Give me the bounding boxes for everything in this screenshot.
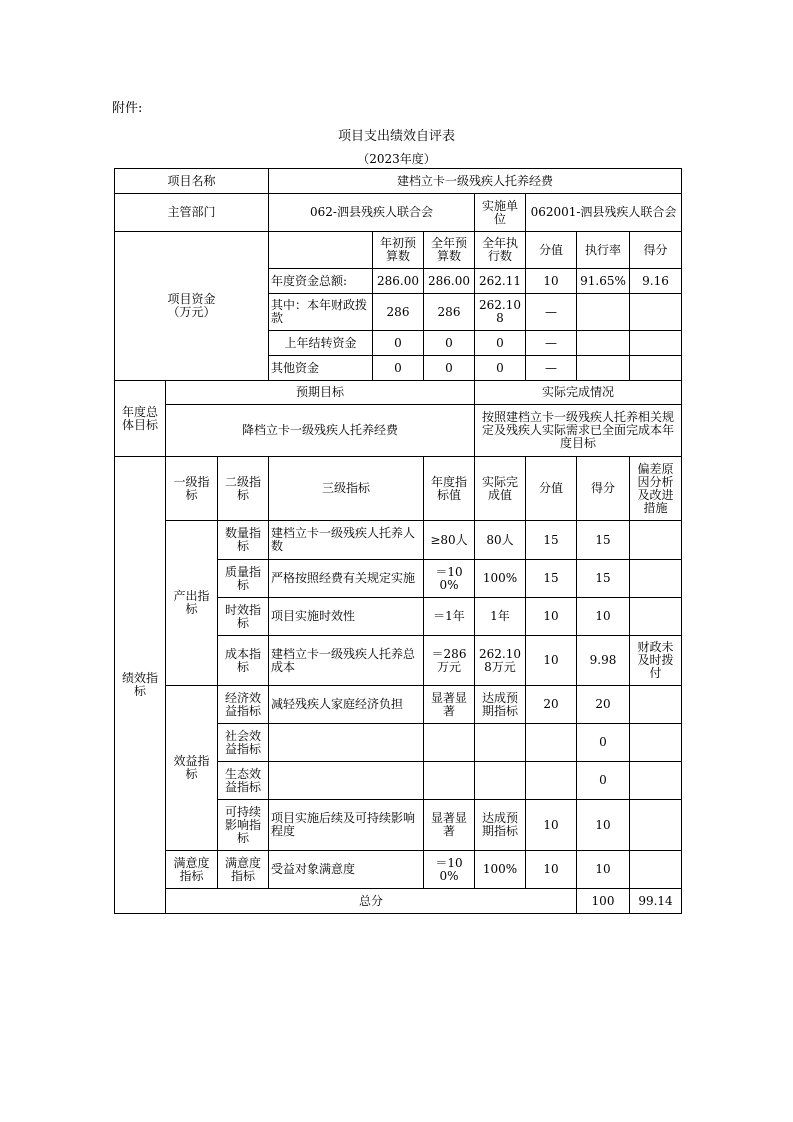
- funds-row-score-value: —: [526, 294, 577, 331]
- indicator-target: ≥80人: [424, 521, 475, 560]
- indicator-actual: 达成预期指标: [475, 800, 526, 851]
- indicator-level3: 项目实施后续及可持续影响程度: [269, 800, 424, 851]
- funds-row-score-value: —: [526, 331, 577, 356]
- funds-row-label: 其他资金: [269, 356, 373, 381]
- funds-row-label: 上年结转资金: [269, 331, 373, 356]
- indicator-row: [115, 521, 682, 560]
- indicator-level3: 严格按照经费有关规定实施: [269, 560, 424, 598]
- indicator-level2: 满意度指标: [218, 851, 269, 889]
- indicator-score: 20: [577, 686, 630, 724]
- output-indicators-label: 产出指标: [166, 521, 218, 686]
- indicator-deviation: [630, 762, 682, 800]
- project-name-row: [115, 169, 682, 194]
- indicator-score-value: 10: [526, 800, 577, 851]
- funds-row-score-value: —: [526, 356, 577, 381]
- funds-row-annual: 0: [424, 331, 475, 356]
- indicator-level3: [269, 724, 424, 762]
- funds-row-score: [630, 331, 682, 356]
- department-row: [115, 194, 682, 232]
- total-score: 99.14: [630, 889, 682, 914]
- department-label: 主管部门: [115, 194, 269, 232]
- indicator-level3: 建档立卡一级残疾人托养总成本: [269, 636, 424, 686]
- funds-row-score: [630, 294, 682, 331]
- expected-goal-text: 降档立卡一级残疾人托养经费: [166, 405, 475, 457]
- funds-row-label: 年度资金总额:: [269, 269, 373, 294]
- indicator-level2: 时效指标: [218, 598, 269, 636]
- funds-row-rate: [577, 356, 630, 381]
- indicator-score-value: [526, 724, 577, 762]
- indicator-actual: 100%: [475, 851, 526, 889]
- year-label: （2023年度）: [357, 152, 436, 166]
- indicator-level2: 成本指标: [218, 636, 269, 686]
- indicator-level2: 数量指标: [218, 521, 269, 560]
- indicator-score-value: 15: [526, 560, 577, 598]
- funds-header-annual: 全年预算数: [424, 232, 475, 269]
- indicator-score-value: 10: [526, 851, 577, 889]
- header-actual: 实际完成值: [475, 457, 526, 521]
- funds-row-annual: 0: [424, 356, 475, 381]
- indicator-score-value: 15: [526, 521, 577, 560]
- header-level3: 三级指标: [269, 457, 424, 521]
- page-title: 项目支出绩效自评表: [337, 129, 455, 144]
- indicator-target: ＝286万元: [424, 636, 475, 686]
- total-row: [115, 889, 682, 914]
- indicator-actual: 80人: [475, 521, 526, 560]
- funds-header-initial: 年初预算数: [373, 232, 424, 269]
- satisfaction-indicators-label: 满意度指标: [166, 851, 218, 889]
- indicator-level3: 受益对象满意度: [269, 851, 424, 889]
- department-value: 062-泗县残疾人联合会: [269, 194, 475, 232]
- performance-indicators-label: 绩效指标: [115, 457, 166, 914]
- indicator-level2: 社会效益指标: [218, 724, 269, 762]
- indicator-deviation: [630, 560, 682, 598]
- indicator-actual: 达成预期指标: [475, 686, 526, 724]
- indicator-target: ＝100%: [424, 560, 475, 598]
- funds-row-score-value: 10: [526, 269, 577, 294]
- indicator-target: ＝1年: [424, 598, 475, 636]
- attachment-label: 附件:: [112, 101, 143, 116]
- indicator-actual: 262.108万元: [475, 636, 526, 686]
- funds-row-annual: 286.00: [424, 269, 475, 294]
- indicator-score: 10: [577, 598, 630, 636]
- funds-row-executed: 0: [475, 331, 526, 356]
- funds-row-rate: [577, 331, 630, 356]
- indicator-level2: 生态效益指标: [218, 762, 269, 800]
- actual-completion-text: 按照建档立卡一级残疾人托养相关规定及残疾人实际需求已全面完成本年度目标: [475, 405, 682, 457]
- indicator-score: 15: [577, 521, 630, 560]
- goals-content-row: [115, 405, 682, 457]
- indicator-deviation: [630, 521, 682, 560]
- indicator-level3: 建档立卡一级残疾人托养人数: [269, 521, 424, 560]
- indicator-score: 0: [577, 762, 630, 800]
- funds-header-blank: [269, 232, 373, 269]
- funds-row-initial: 286: [373, 294, 424, 331]
- indicator-level3: [269, 762, 424, 800]
- header-level1: 一级指标: [166, 457, 218, 521]
- indicator-target: 显著显著: [424, 686, 475, 724]
- indicator-header-row: [115, 457, 682, 521]
- indicator-score: 10: [577, 800, 630, 851]
- project-name-label: 项目名称: [115, 169, 269, 194]
- indicator-score: 15: [577, 560, 630, 598]
- implementing-unit-label: 实施单位: [475, 194, 526, 232]
- funds-row-executed: 262.11: [475, 269, 526, 294]
- funds-row-initial: 0: [373, 356, 424, 381]
- funds-header-row: [115, 232, 682, 269]
- total-label: 总分: [166, 889, 577, 914]
- header-deviation: 偏差原因分析及改进措施: [630, 457, 682, 521]
- indicator-score: 9.98: [577, 636, 630, 686]
- indicator-deviation: [630, 724, 682, 762]
- header-score: 得分: [577, 457, 630, 521]
- evaluation-table: [114, 168, 682, 914]
- funds-row-score: 9.16: [630, 269, 682, 294]
- indicator-target: [424, 724, 475, 762]
- actual-completion-label: 实际完成情况: [475, 381, 682, 405]
- indicator-target: [424, 762, 475, 800]
- indicator-score: 10: [577, 851, 630, 889]
- indicator-actual: [475, 724, 526, 762]
- indicator-target: ＝100%: [424, 851, 475, 889]
- funds-row-executed: 262.108: [475, 294, 526, 331]
- indicator-level2: 经济效益指标: [218, 686, 269, 724]
- funds-label: 项目资金 （万元）: [115, 232, 269, 381]
- indicator-score-value: 20: [526, 686, 577, 724]
- benefit-indicators-label: 效益指标: [166, 686, 218, 851]
- indicator-deviation: [630, 686, 682, 724]
- indicator-row: [115, 686, 682, 724]
- funds-header-rate: 执行率: [577, 232, 630, 269]
- project-name-value: 建档立卡一级残疾人托养经费: [269, 169, 682, 194]
- header-score-value: 分值: [526, 457, 577, 521]
- indicator-score: 0: [577, 724, 630, 762]
- indicator-actual: 100%: [475, 560, 526, 598]
- funds-header-score-value: 分值: [526, 232, 577, 269]
- indicator-level2: 可持续影响指标: [218, 800, 269, 851]
- goals-header-row: [115, 381, 682, 405]
- indicator-actual: [475, 762, 526, 800]
- funds-row-annual: 286: [424, 294, 475, 331]
- funds-row-score: [630, 356, 682, 381]
- total-score-value: 100: [577, 889, 630, 914]
- indicator-level2: 质量指标: [218, 560, 269, 598]
- indicator-row: [115, 851, 682, 889]
- expected-goal-label: 预期目标: [166, 381, 475, 405]
- indicator-actual: 1年: [475, 598, 526, 636]
- header-level2: 二级指标: [218, 457, 269, 521]
- indicator-score-value: 10: [526, 636, 577, 686]
- indicator-target: 显著显著: [424, 800, 475, 851]
- indicator-level3: 项目实施时效性: [269, 598, 424, 636]
- funds-row-rate: [577, 294, 630, 331]
- funds-row-initial: 286.00: [373, 269, 424, 294]
- indicator-deviation: [630, 598, 682, 636]
- implementing-unit-value: 062001-泗县残疾人联合会: [526, 194, 682, 232]
- indicator-score-value: 10: [526, 598, 577, 636]
- indicator-level3: 减轻残疾人家庭经济负担: [269, 686, 424, 724]
- funds-row-initial: 0: [373, 331, 424, 356]
- indicator-deviation: 财政未及时拨付: [630, 636, 682, 686]
- annual-goals-label: 年度总体目标: [115, 381, 166, 457]
- funds-row-executed: 0: [475, 356, 526, 381]
- header-target: 年度指标值: [424, 457, 475, 521]
- funds-row-rate: 91.65%: [577, 269, 630, 294]
- funds-row-label: 其中：本年财政拨款: [269, 294, 373, 331]
- funds-header-executed: 全年执行数: [475, 232, 526, 269]
- indicator-deviation: [630, 800, 682, 851]
- indicator-score-value: [526, 762, 577, 800]
- funds-header-score: 得分: [630, 232, 682, 269]
- indicator-deviation: [630, 851, 682, 889]
